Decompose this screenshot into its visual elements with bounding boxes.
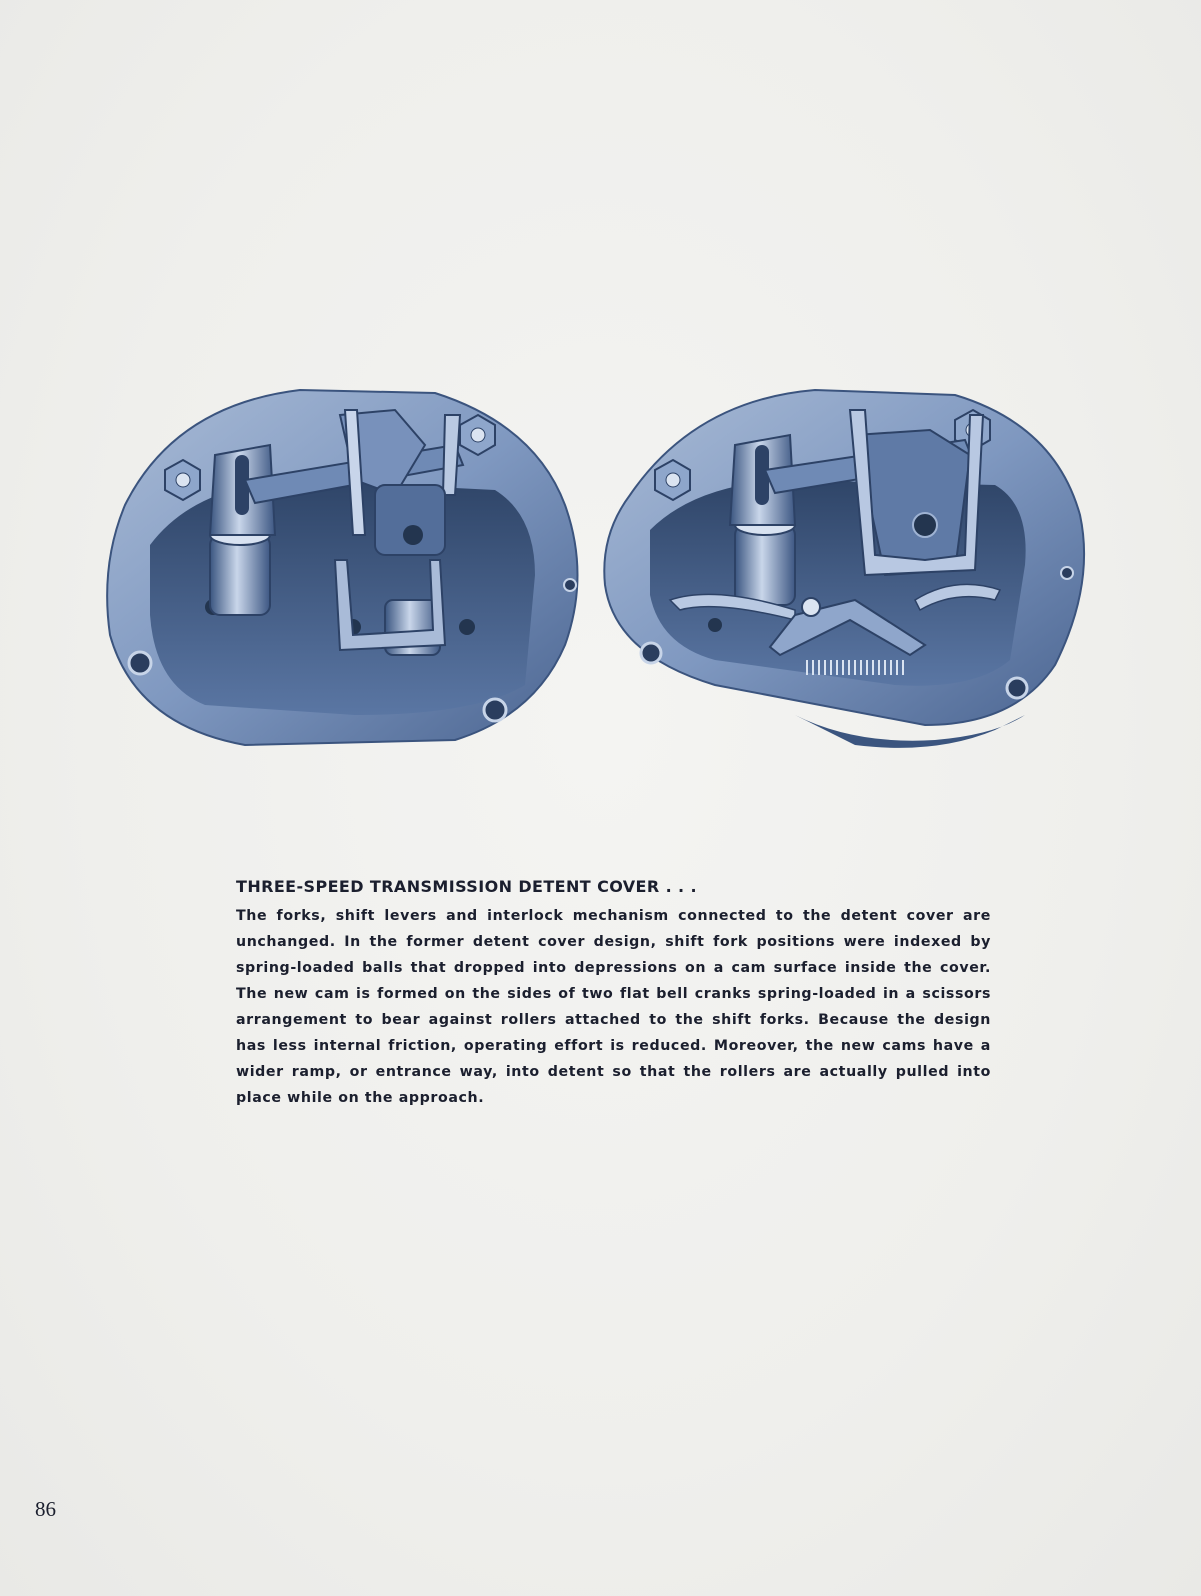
- new-detent-cover: [604, 390, 1084, 748]
- detent-cover-photo: [95, 385, 1095, 770]
- caption-title: THREE-SPEED TRANSMISSION DETENT COVER . . .: [236, 877, 697, 896]
- former-detent-cover: [107, 390, 577, 745]
- caption-body: The forks, shift levers and interlock mechanism connected to the detent cover are unchanged. In the former detent cover design, shift fork positions were indexed by spring-loaded balls that dropped into depressions on a cam surface inside the cover. The new cam is formed on the sides of two flat bell cranks spring-loaded in a scissors arrangement to bear against rollers attached to the shift forks. Because the design has less internal friction, operating effort is reduced. Moreover, the new cams have a wider ramp, or entrance way, into detent so that the rollers are actually pulled into place while on the approach.: [236, 908, 991, 1106]
- detent-cover-illustration: [95, 385, 1095, 770]
- page-number: 86: [35, 1497, 56, 1521]
- caption-block: [236, 877, 991, 1111]
